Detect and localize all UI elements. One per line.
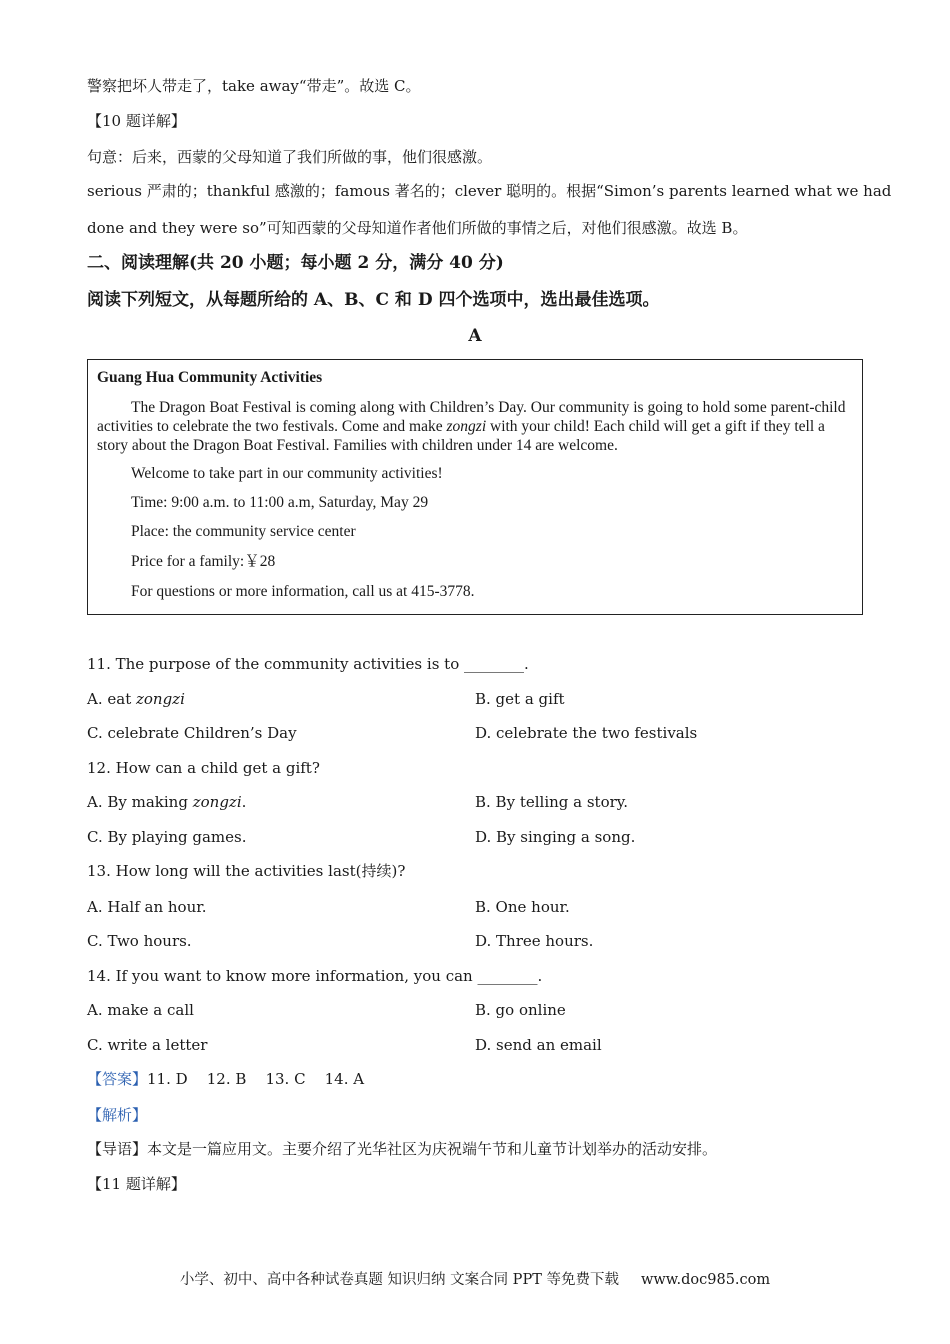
notice-time: Time: 9:00 a.m. to 11:00 a.m, Saturday, May 29 xyxy=(131,494,429,511)
q11-option-d: D. celebrate the two festivals xyxy=(475,724,698,742)
q10-analysis-line-2: done and they were so”可知西蒙的父母知道作者他们所做的事情之后，对他们很感激。故选 B。 xyxy=(87,219,748,237)
section-title: 二、阅读理解(共 20 小题；每小题 2 分，满分 40 分) xyxy=(87,253,504,273)
q13-stem: 13. How long will the activities last(持续)? xyxy=(87,862,406,880)
answer-line xyxy=(87,1069,364,1089)
q11-option-b: B. get a gift xyxy=(475,690,565,708)
q14-option-a: A. make a call xyxy=(87,1001,194,1019)
analysis-guide: 【导语】本文是一篇应用文。主要介绍了光华社区为庆祝端午节和儿童节计划举办的活动安排。 xyxy=(87,1140,718,1158)
q10-detail-header: 【10 题详解】 xyxy=(87,112,186,130)
q11-stem: 11. The purpose of the community activities is to ________. xyxy=(87,655,529,673)
q12-option-c: C. By playing games. xyxy=(87,828,247,846)
q10-analysis-line-1: serious 严肃的；thankful 感激的；famous 著名的；clever 聪明的。根据“Simon’s parents learned what we had xyxy=(87,182,892,200)
q12-option-b: B. By telling a story. xyxy=(475,793,629,811)
q14-option-b: B. go online xyxy=(475,1001,566,1019)
page-footer xyxy=(0,1271,950,1289)
notice-paragraph-part2: with your child! Each child will get a gift if they tell a story about the Dragon Boat Festival. Families with children under 14 are welcome. xyxy=(97,418,825,454)
notice-welcome: Welcome to take part in our community activities! xyxy=(131,465,443,482)
footer-text: 小学、初中、高中各种试卷真题 知识归纳 文案合同 PPT 等免费下载 xyxy=(179,1272,619,1288)
notice-paragraph xyxy=(97,398,853,455)
q12-stem: 12. How can a child get a gift? xyxy=(87,759,320,777)
q12-option-d: D. By singing a song. xyxy=(475,828,636,846)
q11-detail-header: 【11 题详解】 xyxy=(87,1175,186,1193)
notice-contact: For questions or more information, call us at 415-3778. xyxy=(131,583,475,600)
passage-label: A xyxy=(468,326,482,346)
q13-option-d: D. Three hours. xyxy=(475,932,594,950)
notice-place: Place: the community service center xyxy=(131,523,356,540)
notice-paragraph-italic: zongzi xyxy=(446,418,487,435)
analysis-label: 【解析】 xyxy=(87,1106,148,1124)
q13-option-a: A. Half an hour. xyxy=(87,898,207,916)
q13-option-c: C. Two hours. xyxy=(87,932,192,950)
answer-label: 【答案】 xyxy=(87,1070,148,1088)
q14-stem: 14. If you want to know more information, you can ________. xyxy=(87,967,543,985)
section-instruction: 阅读下列短文，从每题所给的 A、B、C 和 D 四个选项中，选出最佳选项。 xyxy=(87,290,660,310)
q14-option-d: D. send an email xyxy=(475,1036,602,1054)
q10-sentence-meaning: 句意：后来，西蒙的父母知道了我们所做的事，他们很感激。 xyxy=(87,148,493,166)
notice-box xyxy=(87,359,863,615)
footer-url[interactable]: www.doc985.com xyxy=(640,1272,771,1288)
q11-option-c: C. celebrate Children’s Day xyxy=(87,724,297,742)
notice-paragraph-part1: The Dragon Boat Festival is coming along with Children’s Day. Our community is going to hold some parent-child activities to celebrate the two festivals. Come and make xyxy=(97,399,846,435)
notice-title: Guang Hua Community Activities xyxy=(97,369,323,386)
notice-price: Price for a family:￥28 xyxy=(131,553,276,570)
prev-explanation-line: 警察把坏人带走了，take away“带走”。故选 C。 xyxy=(87,77,421,95)
answer-text: 11. D 12. B 13. C 14. A xyxy=(147,1070,365,1088)
q14-option-c: C. write a letter xyxy=(87,1036,208,1054)
q12-option-a: A. By making zongzi. xyxy=(87,793,247,811)
q13-option-b: B. One hour. xyxy=(475,898,570,916)
q11-option-a: A. eat zongzi xyxy=(87,690,185,708)
